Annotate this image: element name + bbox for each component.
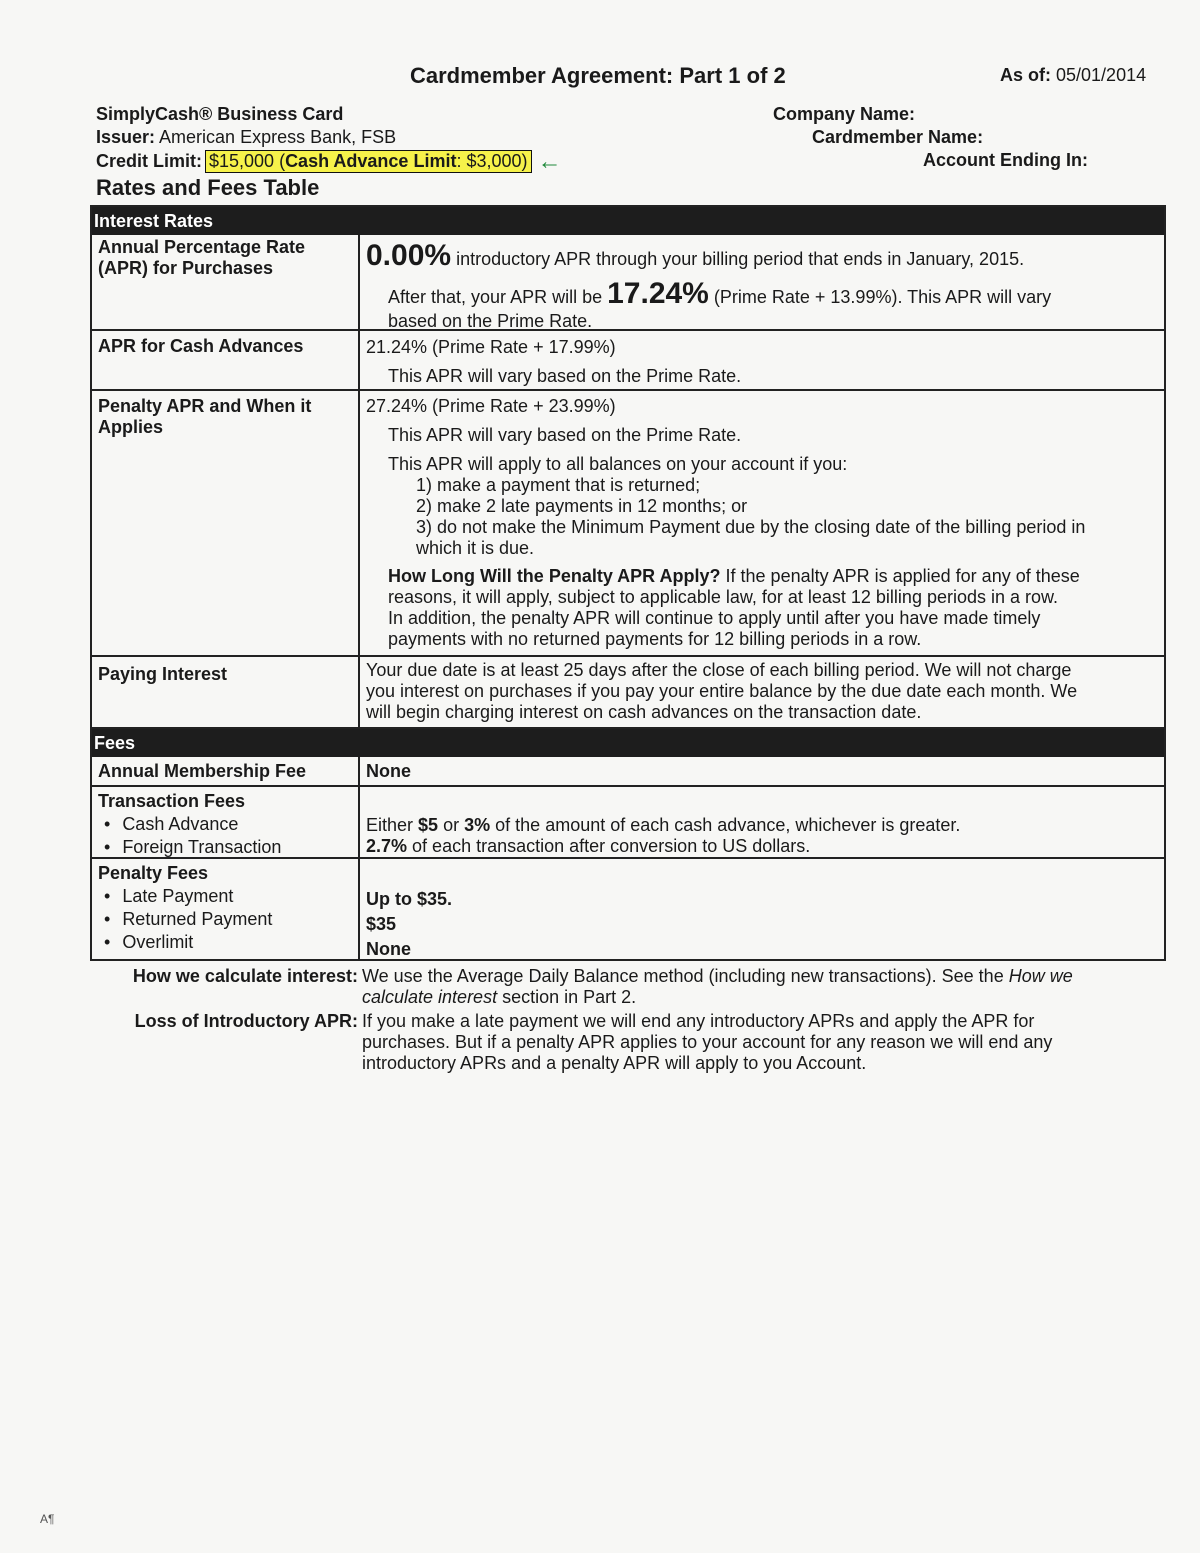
penalty-apr-vary: This APR will vary based on the Prime Rate.: [388, 425, 742, 445]
loss-text: purchases. But if a penalty APR applies to your account for any reason we will end any: [362, 1032, 1053, 1052]
after-apr-suffix: (Prime Rate + 13.99%). This APR will vary: [713, 287, 1052, 307]
cash-advance-fee-label: • Cash Advance: [98, 814, 352, 835]
penalty-apr-label: [92, 391, 358, 655]
annual-fee-value-text: None: [366, 761, 411, 781]
interest-rates-header: Interest Rates: [92, 207, 1164, 235]
fee-min: $5: [418, 815, 439, 835]
penalty-apr-apply: This APR will apply to all balances on your account if you:: [388, 454, 848, 474]
intro-apr-text: introductory APR through your billing period that ends in January, 2015.: [456, 249, 1025, 269]
intro-apr-rate: 0.00%: [366, 239, 452, 272]
page-title: Cardmember Agreement: Part 1 of 2: [410, 63, 786, 88]
penalty-apr-rate: 27.24% (Prime Rate + 23.99%): [366, 396, 616, 416]
late-payment-label: • Late Payment: [98, 886, 352, 907]
after-apr-line: [366, 277, 1158, 311]
purchase-apr-label: [92, 235, 358, 329]
green-arrow-icon: ←: [537, 147, 562, 175]
card-name: SimplyCash® Business Card: [96, 104, 344, 124]
after-apr-line2: based on the Prime Rate.: [388, 311, 593, 331]
issuer: [96, 127, 396, 148]
penalty-fees-value: [358, 859, 1164, 959]
as-of-label: As of:: [1000, 65, 1051, 85]
cash-advance-apr-value: [358, 331, 1164, 389]
annual-fee-label: [92, 757, 358, 785]
company-name-label: Company Name:: [773, 104, 916, 124]
paying-interest-label: [92, 657, 358, 727]
foreign-fee-pct: 2.7%: [366, 836, 408, 856]
cash-advance-apr-rate: 21.24% (Prime Rate + 17.99%): [366, 337, 616, 357]
account-ending-label: Account Ending In:: [923, 150, 1088, 170]
how-long-line: [366, 566, 1158, 587]
how-long-text: In addition, the penalty APR will continue to apply until after you have made timely: [388, 608, 1041, 628]
paying-interest-text: you interest on purchases if you pay your entire balance by the due date each month. We: [366, 681, 1078, 701]
credit-limit: [96, 147, 562, 175]
penalty-fees-label: [92, 859, 358, 959]
issuer-value: American Express Bank, FSB: [159, 127, 397, 147]
issuer-label: Issuer:: [96, 127, 156, 147]
corner-mark: A¶: [40, 1512, 55, 1526]
cash-advance-fee-value: [366, 815, 1158, 836]
transaction-fees-label: [92, 787, 358, 857]
overlimit-label: • Overlimit: [98, 932, 352, 953]
foreign-fee-value: [366, 836, 1158, 857]
calc-ref: calculate interest: [362, 987, 498, 1007]
after-apr-prefix: After that, your APR will be: [388, 287, 603, 307]
loss-text: If you make a late payment we will end any introductory APRs and apply the APR for: [362, 1011, 1035, 1031]
cardmember-name-label: Cardmember Name:: [812, 127, 984, 147]
paying-interest-text: Your due date is at least 25 days after the close of each billing period. We will not charge: [366, 660, 1072, 680]
cash-advance-limit-value: : $3,000): [456, 151, 528, 171]
credit-limit-highlight: [205, 150, 532, 173]
paying-interest-text: will begin charging interest on cash advances on the transaction date.: [366, 702, 922, 722]
transaction-fees-label-text: Transaction Fees: [98, 791, 246, 811]
purchase-apr-label-text: Annual Percentage Rate (APR) for Purchases: [98, 237, 306, 278]
how-long-text: If the penalty APR is applied for any of these: [725, 566, 1080, 586]
penalty-condition: 3) do not make the Minimum Payment due by the closing date of the billing period in: [416, 517, 1086, 537]
transaction-fees-row: [92, 785, 1164, 857]
penalty-fees-label-text: Penalty Fees: [98, 863, 209, 883]
loss-text: introductory APRs and a penalty APR will apply to you Account.: [362, 1053, 867, 1073]
fee-text: Either: [366, 815, 414, 835]
calc-interest-label: How we calculate interest:: [132, 966, 358, 986]
how-long-text: payments with no returned payments for 12 billing periods in a row.: [388, 629, 922, 649]
paying-interest-label-text: Paying Interest: [98, 664, 228, 684]
transaction-fees-value: [358, 787, 1164, 857]
fee-text: of each transaction after conversion to US dollars.: [412, 836, 811, 856]
calc-text: We use the Average Daily Balance method (including new transactions). See the: [362, 966, 1004, 986]
penalty-condition: 2) make 2 late payments in 12 months; or: [416, 496, 748, 516]
annual-fee-row: [92, 757, 1164, 785]
fee-text: or: [443, 815, 460, 835]
how-long-label: How Long Will the Penalty APR Apply?: [388, 566, 721, 586]
penalty-fees-row: [92, 857, 1164, 959]
returned-payment-label: • Returned Payment: [98, 909, 352, 930]
after-apr-rate: 17.24%: [607, 277, 709, 310]
paying-interest-row: [92, 655, 1164, 727]
penalty-apr-value: [358, 391, 1164, 655]
credit-limit-label: Credit Limit:: [96, 151, 202, 171]
fee-text: of the amount of each cash advance, whichever is greater.: [495, 815, 961, 835]
loss-intro-apr-label: Loss of Introductory APR:: [134, 1011, 358, 1031]
loss-intro-apr-text: [362, 1011, 1162, 1074]
cash-advance-apr-label-text: APR for Cash Advances: [98, 336, 304, 356]
penalty-condition: 1) make a payment that is returned;: [416, 475, 701, 495]
paying-interest-value: [358, 657, 1164, 727]
fees-header: Fees: [92, 727, 1164, 757]
purchase-apr-value: [358, 235, 1164, 329]
rates-fees-table-title: Rates and Fees Table: [96, 175, 320, 200]
purchase-apr-row: [92, 235, 1164, 329]
annual-fee-value: [358, 757, 1164, 785]
penalty-apr-label-text: Penalty APR and When it Applies: [98, 396, 312, 437]
cash-advance-apr-vary: This APR will vary based on the Prime Rate.: [388, 366, 742, 386]
foreign-transaction-fee-label: • Foreign Transaction: [98, 837, 352, 858]
credit-limit-value: $15,000 (: [209, 151, 286, 171]
overlimit-value: None: [366, 939, 411, 959]
as-of-value: 05/01/2014: [1056, 65, 1147, 85]
cash-advance-apr-label: [92, 331, 358, 389]
late-payment-value: Up to $35.: [366, 889, 453, 909]
calc-ref: How we: [1008, 966, 1073, 986]
cash-advance-apr-row: [92, 329, 1164, 389]
calc-interest-text: [362, 966, 1162, 1008]
penalty-condition: which it is due.: [416, 538, 535, 558]
calc-text: section in Part 2.: [502, 987, 637, 1007]
cash-advance-limit-label: Cash Advance Limit: [285, 151, 457, 171]
annual-fee-label-text: Annual Membership Fee: [98, 761, 307, 781]
fee-pct: 3%: [464, 815, 491, 835]
rates-and-fees-table: [90, 205, 1166, 961]
as-of-date: [1000, 65, 1146, 86]
intro-apr-line: [366, 239, 1158, 273]
returned-payment-value: $35: [366, 914, 397, 934]
how-long-text: reasons, it will apply, subject to applicable law, for at least 12 billing periods in a row.: [388, 587, 1059, 607]
penalty-apr-row: [92, 389, 1164, 655]
